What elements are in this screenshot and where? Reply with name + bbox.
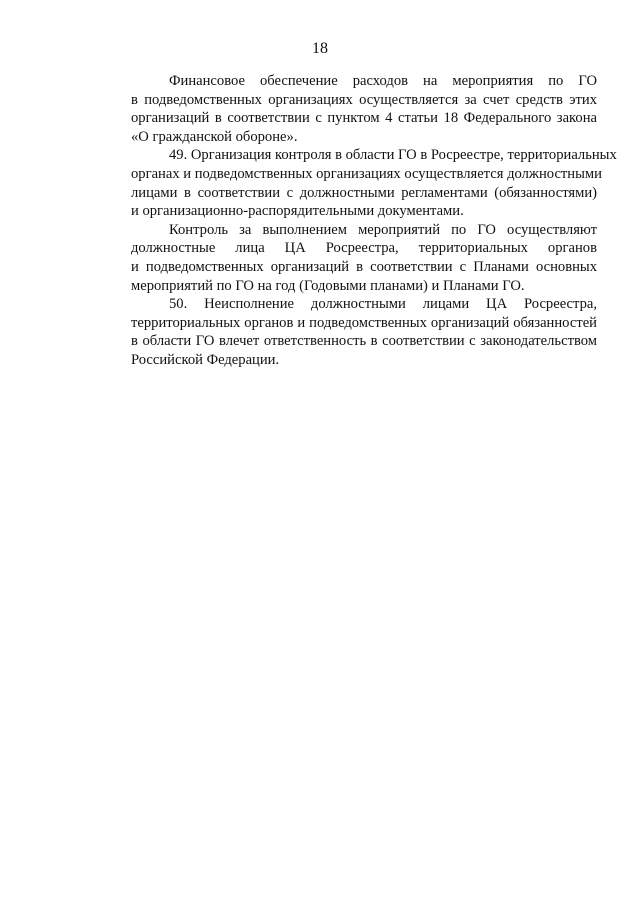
paragraph-financing (93, 72, 597, 146)
paragraph-50 (93, 295, 597, 369)
text-line: органах и подведомственных организациях осуществляется должностными (131, 165, 602, 182)
document-body (93, 72, 617, 370)
text-line: мероприятий по ГО на год (Годовыми планами) и Планами ГО. (131, 277, 525, 294)
text-line: в области ГО влечет ответственность в соответствии с законодательством (131, 333, 597, 350)
text-line: в подведомственных организациях осуществляется за счет средств этих (131, 91, 597, 108)
page-number: 18 (312, 40, 328, 57)
text-line: организаций в соответствии с пунктом 4 статьи 18 Федерального закона (131, 110, 597, 127)
text-line: должностные лица ЦА Росреестра, территориальных органов (131, 240, 597, 257)
text-line: Контроль за выполнением мероприятий по ГО осуществляют (169, 221, 597, 238)
text-line: и организационно-распорядительными документами. (131, 203, 464, 220)
text-line: территориальных органов и подведомственных организаций обязанностей (131, 314, 597, 331)
text-line: Российской Федерации. (131, 351, 280, 368)
text-line: и подведомственных организаций в соответствии с Планами основных (131, 258, 597, 275)
text-line: «О гражданской обороне». (131, 128, 298, 145)
text-line: 50. Неисполнение должностными лицами ЦА Росреестра, (169, 296, 597, 313)
text-line: лицами в соответствии с должностными регламентами (обязанностями) (131, 184, 597, 201)
text-line: 49. Организация контроля в области ГО в Росреестре, территориальных (169, 147, 617, 164)
paragraph-49 (93, 146, 617, 220)
paragraph-control (93, 221, 597, 295)
text-line: Финансовое обеспечение расходов на мероприятия по ГО (169, 73, 597, 89)
